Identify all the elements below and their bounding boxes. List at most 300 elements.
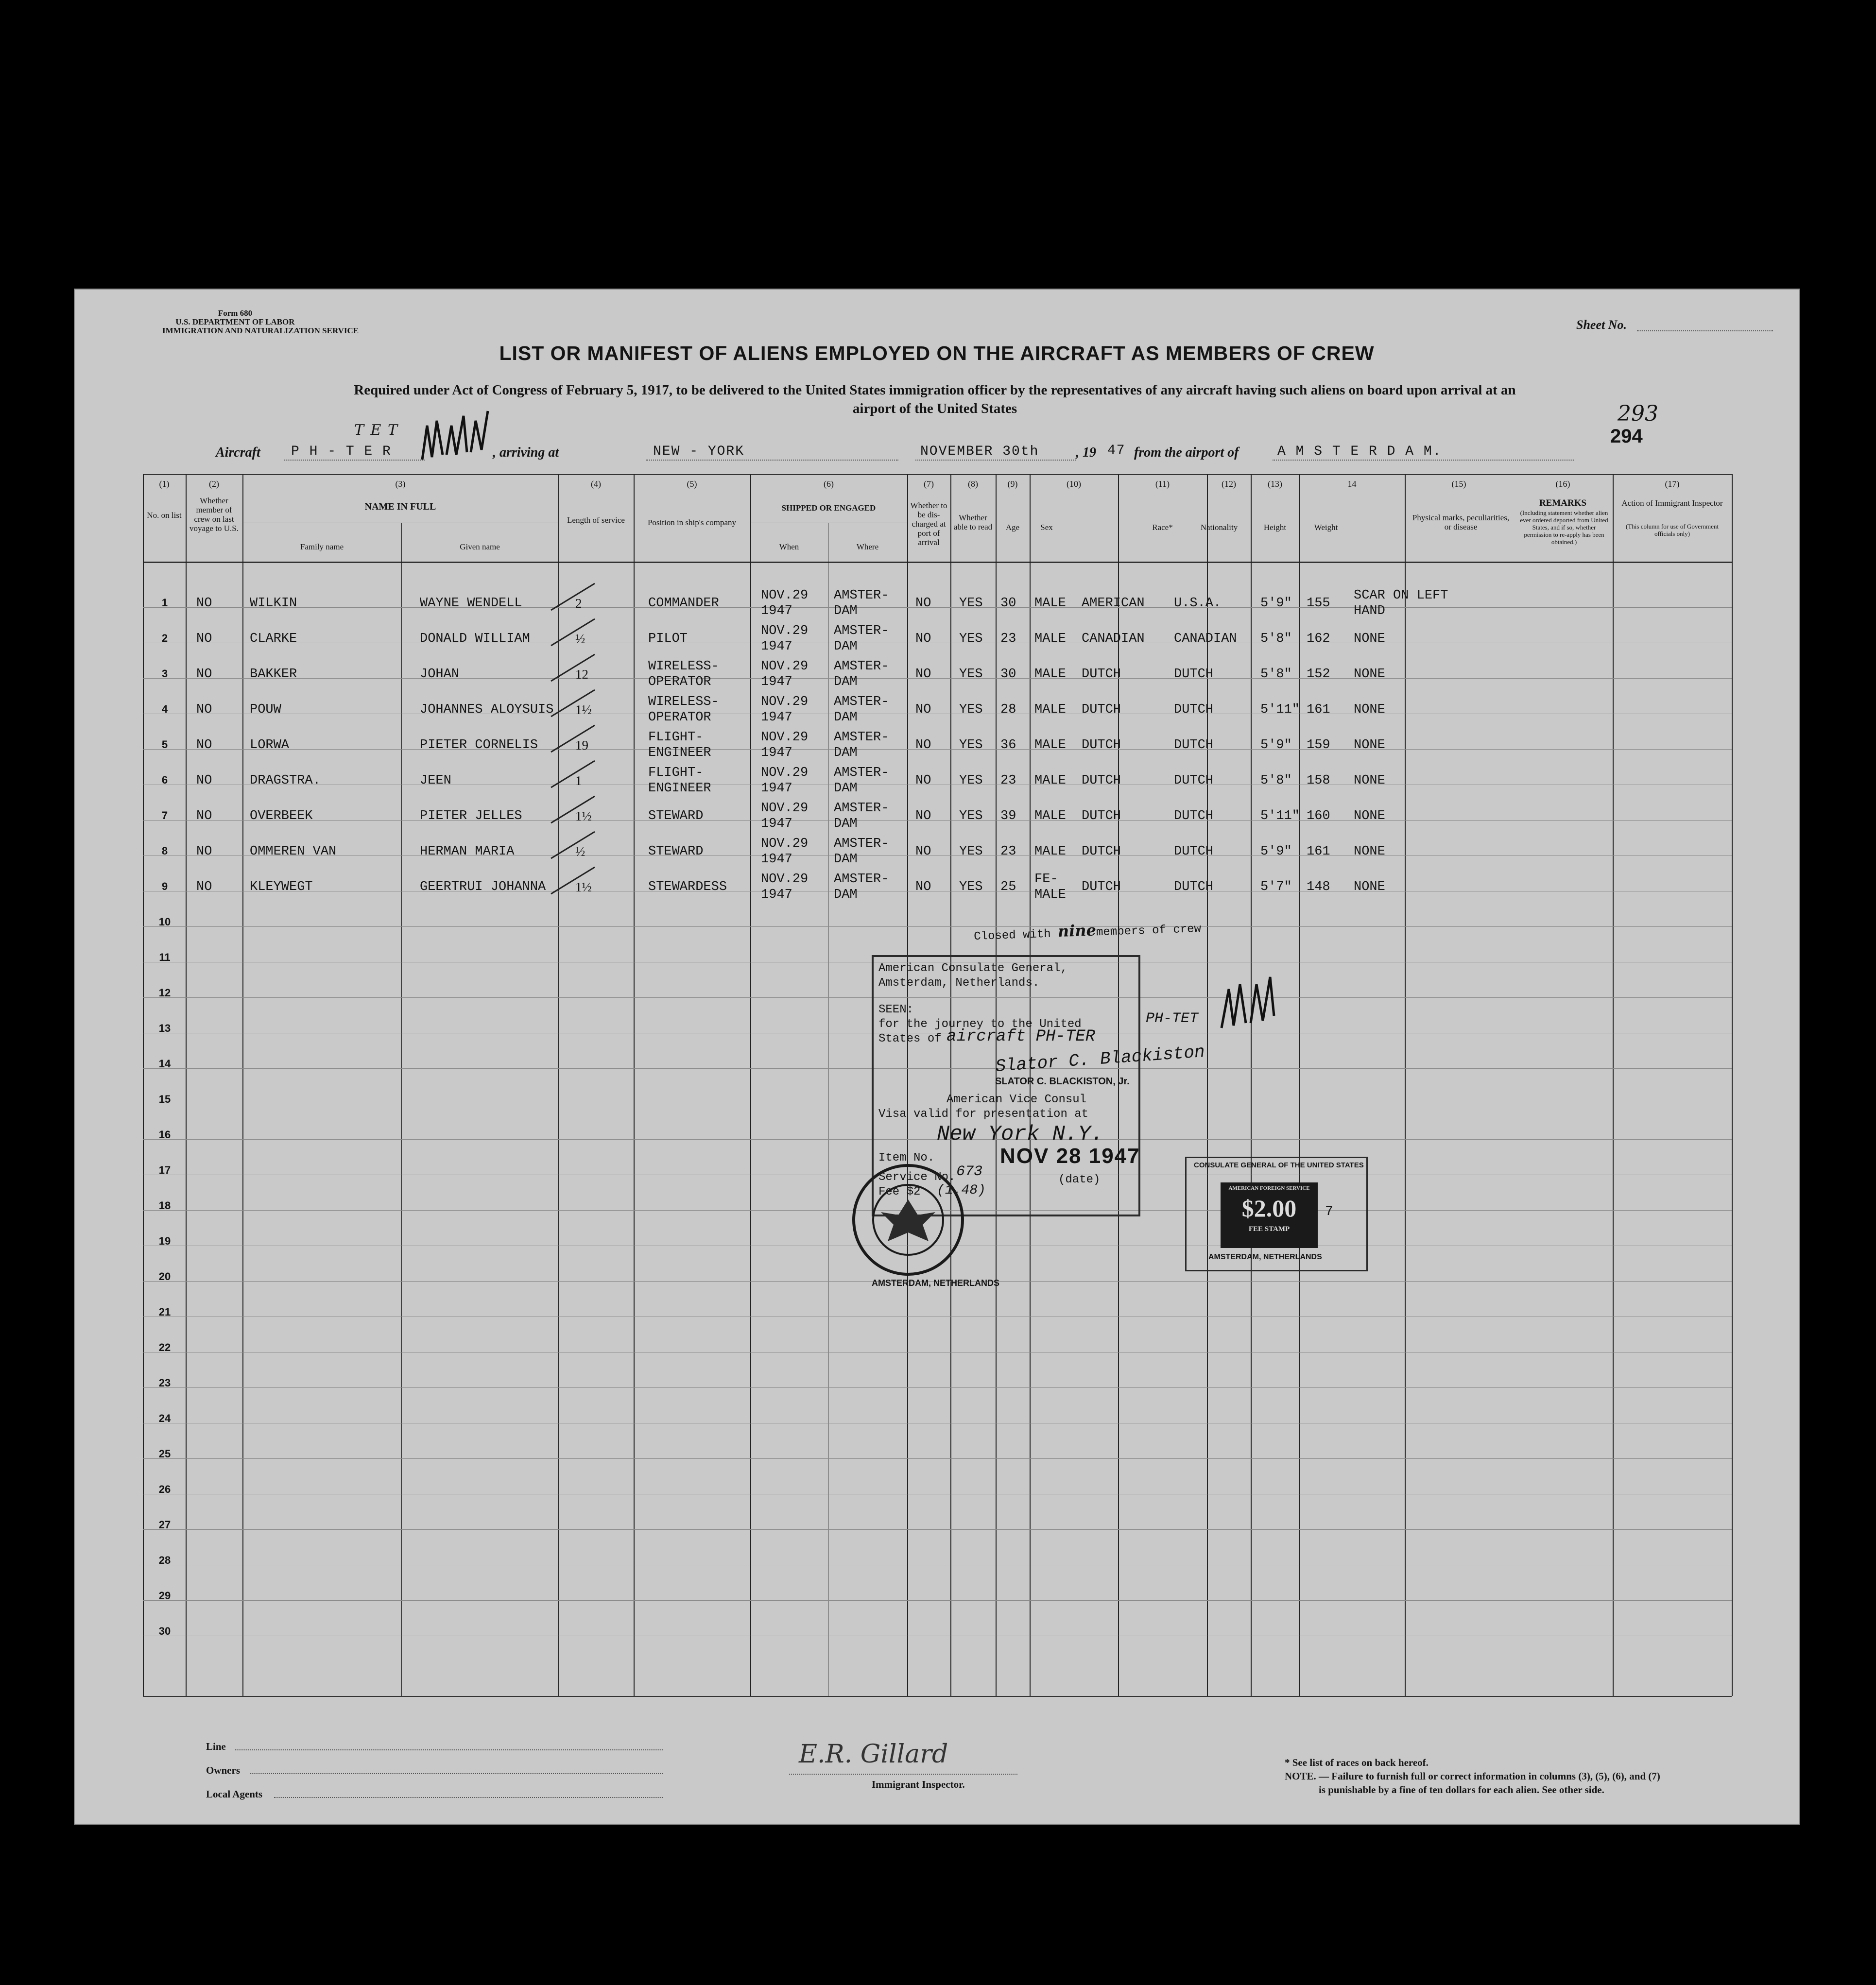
header-no-on-list: No. on list [147, 511, 182, 520]
crew-last-voyage: NO [196, 809, 212, 823]
crew-marks: NONE [1354, 632, 1385, 646]
header-action-inspector: Action of Immigrant Inspector [1621, 498, 1723, 508]
column-number: (5) [687, 479, 697, 489]
year-prefix: , 19 [1076, 445, 1096, 460]
column-number: (10) [1067, 479, 1081, 489]
crew-marks: NONE [1354, 880, 1385, 894]
row-number: 29 [158, 1590, 171, 1602]
crew-last-voyage: NO [196, 667, 212, 682]
service-number-label: Service No. [878, 1171, 956, 1184]
row-number: 15 [158, 1093, 171, 1105]
crew-service: 12 [575, 667, 588, 682]
crew-weight: 160 [1307, 809, 1330, 823]
row-number: 23 [158, 1377, 171, 1389]
column-number: (4) [591, 479, 601, 489]
crew-nationality: DUTCH [1174, 809, 1214, 823]
crew-where: AMSTER- DAM [834, 695, 889, 725]
crew-service: 1½ [575, 809, 592, 823]
crew-when: NOV.29 1947 [761, 624, 809, 654]
row-number: 4 [161, 703, 168, 715]
crew-age: 25 [1000, 880, 1016, 894]
crew-read: YES [959, 596, 983, 611]
column-divider [242, 474, 243, 1696]
header-able-to-read: Whether able to read [953, 513, 993, 531]
column-divider [1299, 474, 1300, 1696]
header-name-in-full: NAME IN FULL [364, 501, 436, 512]
arrival-date: NOVEMBER 30th [920, 444, 1039, 459]
header-height: Height [1263, 523, 1287, 532]
crew-age: 36 [1000, 738, 1016, 753]
crew-given: PIETER JELLES [420, 809, 522, 823]
manifest-title: LIST OR MANIFEST OF ALIENS EMPLOYED ON THE AIRCRAFT AS MEMBERS OF CREW [499, 342, 1375, 364]
crew-nationality: U.S.A. [1174, 596, 1222, 611]
crew-position: WIRELESS- OPERATOR [648, 659, 719, 689]
crew-when: NOV.29 1947 [761, 801, 809, 831]
column-number: (7) [924, 479, 934, 489]
crew-given: JOHAN [420, 667, 460, 682]
check-mark [551, 761, 595, 787]
crew-nationality: DUTCH [1174, 880, 1214, 894]
column-number: (8) [968, 479, 978, 489]
fee-stamp-caption: FEE STAMP [1248, 1225, 1290, 1233]
crew-nationality: DUTCH [1174, 844, 1214, 859]
column-divider [1732, 474, 1733, 1696]
crew-height: 5'9" [1260, 738, 1292, 753]
crew-position: COMMANDER [648, 596, 719, 611]
crew-discharged: NO [915, 809, 931, 823]
check-mark [551, 867, 595, 894]
crew-when: NOV.29 1947 [761, 872, 809, 902]
column-number: (2) [209, 479, 219, 489]
check-mark [551, 796, 595, 823]
table-bottom-border [143, 1696, 1732, 1697]
aircraft-label: Aircraft [216, 445, 260, 460]
row-number: 18 [158, 1199, 171, 1212]
service-number-handwritten: 673 [956, 1164, 983, 1180]
crew-discharged: NO [915, 632, 931, 646]
crew-position: FLIGHT- ENGINEER [648, 766, 711, 796]
crew-nationality: DUTCH [1174, 667, 1214, 682]
crew-family: CLARKE [250, 632, 297, 646]
header-action-note: (This column for use of Government officials only) [1626, 523, 1719, 537]
vice-consul-label: American Vice Consul [947, 1093, 1087, 1106]
crew-weight: 162 [1307, 632, 1330, 646]
crew-read: YES [959, 667, 983, 682]
aircraft-registration: P H - T E R [291, 444, 392, 459]
item-number-label: Item No. [878, 1151, 935, 1164]
crew-weight: 155 [1307, 596, 1330, 611]
crew-where: AMSTER- DAM [834, 837, 889, 867]
crew-height: 5'7" [1260, 880, 1292, 894]
visa-valid-label: Visa valid for presentation at [878, 1108, 1089, 1121]
inspector-signature: E.R. Gillard [799, 1740, 948, 1769]
crew-race: DUTCH [1082, 773, 1121, 788]
consulate-line1: American Consulate General, [878, 962, 1067, 975]
crew-race: CANADIAN [1082, 632, 1145, 646]
date-label: (date) [1058, 1173, 1101, 1186]
seal-text: AMSTERDAM, NETHERLANDS [872, 1278, 999, 1288]
row-number: 11 [159, 951, 171, 963]
departure-airport: A M S T E R D A M. [1277, 444, 1442, 459]
crew-family: OMMEREN VAN [250, 844, 337, 859]
header-when: When [779, 542, 799, 551]
fine-note-continued: is punishable by a fine of ten dollars for each alien. See other side. [1319, 1784, 1604, 1796]
row-number: 28 [158, 1554, 171, 1566]
header-where: Where [856, 542, 879, 551]
row-ruling [143, 607, 1732, 608]
crew-discharged: NO [915, 880, 931, 894]
crew-where: AMSTER- DAM [834, 730, 889, 760]
row-number: 27 [158, 1519, 171, 1531]
crew-age: 39 [1000, 809, 1016, 823]
fee-stamp [1185, 1157, 1368, 1271]
crew-last-voyage: NO [196, 844, 212, 859]
header-shipped: SHIPPED OR ENGAGED [781, 503, 876, 513]
crew-race: DUTCH [1082, 738, 1121, 753]
arriving-label: , arriving at [493, 445, 559, 460]
column-number: (12) [1222, 479, 1236, 489]
row-ruling [143, 820, 1732, 821]
check-mark [551, 619, 595, 646]
column-number: 14 [1347, 479, 1357, 489]
row-number: 14 [158, 1058, 171, 1070]
crew-given: JOHANNES ALOYSUIS [420, 702, 554, 717]
crew-discharged: NO [915, 667, 931, 682]
fee-label: Fee $2 [878, 1185, 921, 1198]
header-weight: Weight [1314, 523, 1338, 532]
crew-marks: SCAR ON LEFT HAND [1354, 588, 1448, 618]
row-ruling [143, 1458, 1732, 1459]
crew-discharged: NO [915, 738, 931, 753]
crew-read: YES [959, 844, 983, 859]
from-airport-label: from the airport of [1134, 445, 1239, 460]
header-race: Race* [1152, 523, 1173, 532]
crew-age: 30 [1000, 667, 1016, 682]
column-divider [1405, 474, 1406, 1696]
crew-service: ½ [575, 844, 585, 859]
crew-where: AMSTER- DAM [834, 659, 889, 689]
crew-age: 23 [1000, 773, 1016, 788]
row-number: 10 [158, 916, 171, 928]
crew-given: DONALD WILLIAM [420, 632, 530, 646]
crew-marks: NONE [1354, 844, 1385, 859]
column-divider [401, 523, 402, 1696]
crew-service: 1½ [575, 880, 592, 894]
fee-handwritten: (1.48) [937, 1183, 986, 1198]
column-divider [186, 474, 187, 1696]
crew-service: 1½ [575, 702, 592, 717]
local-agents-label: Local Agents [206, 1788, 263, 1800]
consul-signature: Slator C. Blackiston [995, 1042, 1205, 1077]
table-header-bottom-border [143, 562, 1732, 563]
crew-marks: NONE [1354, 773, 1385, 788]
crew-race: AMERICAN [1082, 596, 1145, 611]
row-number: 3 [161, 667, 168, 680]
row-ruling [143, 678, 1732, 679]
owners-field [250, 1773, 663, 1774]
column-number: (11) [1155, 479, 1170, 489]
inspector-label: Immigrant Inspector. [872, 1779, 965, 1790]
table-top-border [143, 474, 1732, 475]
crew-service: 19 [575, 738, 588, 753]
crew-age: 28 [1000, 702, 1016, 717]
crew-read: YES [959, 880, 983, 894]
crew-last-voyage: NO [196, 738, 212, 753]
crew-position: FLIGHT- ENGINEER [648, 730, 711, 760]
check-mark [551, 725, 595, 752]
crew-service: 1 [575, 773, 582, 788]
seen-label: SEEN: [878, 1003, 914, 1016]
header-remarks: REMARKS [1539, 498, 1587, 508]
row-number: 7 [161, 809, 168, 821]
arrival-year: 47 [1107, 443, 1126, 458]
crew-service: 2 [575, 596, 582, 611]
crew-read: YES [959, 632, 983, 646]
journey-text: for the journey to the United [878, 1018, 1082, 1031]
closing-statement: Closed with ninemembers of crew [973, 921, 1202, 944]
crew-read: YES [959, 738, 983, 753]
crew-family: POUW [250, 702, 281, 717]
crew-family: BAKKER [250, 667, 297, 682]
row-number: 25 [158, 1448, 171, 1460]
row-number: 6 [161, 774, 168, 786]
fee-stamp-side-number: 7 [1325, 1204, 1333, 1219]
crew-sex: MALE [1034, 773, 1066, 788]
crew-height: 5'8" [1260, 667, 1292, 682]
crew-age: 23 [1000, 632, 1016, 646]
line-label: Line [206, 1741, 226, 1752]
crew-when: NOV.29 1947 [761, 659, 809, 689]
consul-initials-mark [1217, 970, 1280, 1038]
sheet-number-label: Sheet No. [1576, 318, 1627, 332]
crew-last-voyage: NO [196, 773, 212, 788]
crew-where: AMSTER- DAM [834, 766, 889, 796]
races-note: * See list of races on back hereof. [1285, 1757, 1429, 1768]
consular-seal [850, 1162, 966, 1278]
row-ruling [143, 926, 1732, 927]
crew-where: AMSTER- DAM [834, 801, 889, 831]
row-number: 17 [158, 1164, 171, 1176]
row-number: 21 [158, 1306, 171, 1318]
crew-family: DRAGSTRA. [250, 773, 321, 788]
column-number: (17) [1665, 479, 1680, 489]
column-number: (3) [395, 479, 406, 489]
crew-age: 30 [1000, 596, 1016, 611]
crew-marks: NONE [1354, 738, 1385, 753]
header-family-name: Family name [300, 542, 344, 551]
manifest-subtitle: Required under Act of Congress of February 5, 1917, to be delivered to the United States immigration officer by the representatives of any aircraft having such aliens on board upon arrival at an airport of the United States [354, 382, 1516, 416]
row-number: 19 [158, 1235, 171, 1247]
header-position: Position in ship's company [647, 518, 737, 527]
crew-height: 5'8" [1260, 773, 1292, 788]
page-number-stamped: 294 [1610, 426, 1643, 447]
crew-sex: MALE [1034, 738, 1066, 753]
crew-height: 5'9" [1260, 844, 1292, 859]
crew-sex: MALE [1034, 596, 1066, 611]
local-agents-field [274, 1797, 663, 1798]
row-number: 8 [161, 845, 168, 857]
fee-stamp-bottom: AMSTERDAM, NETHERLANDS [1208, 1253, 1322, 1261]
header-nationality: Nationality [1200, 523, 1238, 532]
row-ruling [143, 1529, 1732, 1530]
column-number: (16) [1555, 479, 1570, 489]
crew-nationality: CANADIAN [1174, 632, 1237, 646]
row-number: 24 [158, 1412, 171, 1424]
crew-position: PILOT [648, 632, 688, 646]
crew-height: 5'8" [1260, 632, 1292, 646]
crew-where: AMSTER- DAM [834, 624, 889, 654]
inspector-signature-line [789, 1774, 1017, 1775]
page-number-handwritten: 293 [1618, 401, 1658, 426]
column-divider [1207, 474, 1208, 1696]
row-number: 13 [158, 1022, 171, 1034]
crew-where: AMSTER- DAM [834, 588, 889, 618]
states-of-label: States of [878, 1032, 942, 1045]
header-age: Age [1005, 523, 1020, 532]
owners-label: Owners [206, 1764, 240, 1776]
crew-discharged: NO [915, 844, 931, 859]
aircraft-registration-correction: T E T [354, 422, 398, 439]
row-number: 2 [161, 632, 168, 644]
check-mark [551, 583, 595, 610]
crew-race: DUTCH [1082, 880, 1121, 894]
crew-weight: 161 [1307, 844, 1330, 859]
column-number: (15) [1451, 479, 1466, 489]
check-mark [551, 654, 595, 681]
crew-sex: MALE [1034, 809, 1066, 823]
crew-marks: NONE [1354, 809, 1385, 823]
row-number: 16 [158, 1129, 171, 1141]
column-number: (6) [824, 479, 834, 489]
row-ruling [143, 1387, 1732, 1388]
crew-weight: 161 [1307, 702, 1330, 717]
consul-name: SLATOR C. BLACKISTON, Jr. [995, 1076, 1130, 1087]
crew-service: ½ [575, 632, 585, 646]
crew-marks: NONE [1354, 702, 1385, 717]
crew-discharged: NO [915, 773, 931, 788]
column-number: (1) [159, 479, 170, 489]
crew-height: 5'11" [1260, 809, 1300, 823]
crew-when: NOV.29 1947 [761, 695, 809, 725]
arrival-city: NEW - YORK [653, 444, 745, 459]
crew-given: GEERTRUI JOHANNA [420, 880, 546, 894]
crew-last-voyage: NO [196, 632, 212, 646]
manifest-sheet [74, 289, 1800, 1825]
column-divider [1251, 474, 1252, 1696]
row-number: 20 [158, 1270, 171, 1283]
row-ruling [143, 1600, 1732, 1601]
row-number: 9 [161, 880, 168, 892]
crew-sex: MALE [1034, 632, 1066, 646]
aircraft-correction: PH-TET [1146, 1010, 1199, 1027]
consulate-line2: Amsterdam, Netherlands. [878, 976, 1040, 990]
crew-given: JEEN [420, 773, 451, 788]
crew-age: 23 [1000, 844, 1016, 859]
column-number: (9) [1007, 479, 1018, 489]
crew-weight: 158 [1307, 773, 1330, 788]
header-sex: Sex [1040, 523, 1053, 532]
crew-sex: MALE [1034, 844, 1066, 859]
column-number: (13) [1268, 479, 1282, 489]
crew-family: WILKIN [250, 596, 297, 611]
crew-race: DUTCH [1082, 667, 1121, 682]
crew-family: KLEYWEGT [250, 880, 313, 894]
check-mark [551, 690, 595, 717]
crew-nationality: DUTCH [1174, 702, 1214, 717]
row-number: 12 [158, 987, 171, 999]
crew-family: OVERBEEK [250, 809, 313, 823]
crew-sex: MALE [1034, 667, 1066, 682]
column-divider [1613, 474, 1614, 1696]
crew-last-voyage: NO [196, 702, 212, 717]
column-divider [750, 474, 751, 1696]
header-last-voyage: Whether member of crew on last voyage to U.S. [189, 496, 239, 533]
crew-read: YES [959, 773, 983, 788]
header-remarks-note: (Including statement whether alien ever ordered deported from United States, and if so, whether permission to re-apply has been obtained.) [1520, 509, 1608, 546]
crew-sex: FE- MALE [1034, 872, 1066, 902]
crew-nationality: DUTCH [1174, 773, 1214, 788]
crew-when: NOV.29 1947 [761, 730, 809, 760]
crew-race: DUTCH [1082, 809, 1121, 823]
fee-stamp-top: CONSULATE GENERAL OF THE UNITED STATES [1194, 1161, 1364, 1169]
row-number: 30 [158, 1625, 171, 1637]
crew-position: STEWARD [648, 844, 704, 859]
form-number: Form 680 U.S. DEPARTMENT OF LABOR IMMIGRATION AND NATURALIZATION SERVICE [162, 308, 359, 335]
header-length-of-service: Length of service [567, 515, 625, 525]
date-stamp: NOV 28 1947 [1000, 1144, 1140, 1168]
crew-weight: 148 [1307, 880, 1330, 894]
crew-position: WIRELESS- OPERATOR [648, 695, 719, 725]
header-discharged: Whether to be dis-charged at port of arrival [910, 501, 947, 547]
row-number: 22 [158, 1341, 171, 1353]
crew-where: AMSTER- DAM [834, 872, 889, 902]
crew-family: LORWA [250, 738, 290, 753]
crew-discharged: NO [915, 596, 931, 611]
crew-when: NOV.29 1947 [761, 837, 809, 867]
crew-read: YES [959, 809, 983, 823]
fee-stamp-label [1221, 1182, 1318, 1248]
crew-height: 5'9" [1260, 596, 1292, 611]
crew-race: DUTCH [1082, 702, 1121, 717]
crew-position: STEWARD [648, 809, 704, 823]
crew-given: PIETER CORNELIS [420, 738, 538, 753]
crew-height: 5'11" [1260, 702, 1300, 717]
crew-discharged: NO [915, 702, 931, 717]
crew-weight: 159 [1307, 738, 1330, 753]
crew-position: STEWARDESS [648, 880, 727, 894]
aircraft-handwritten: aircraft PH-TER [947, 1027, 1096, 1046]
destination-handwritten: New York N.Y. [937, 1122, 1104, 1147]
crew-given: HERMAN MARIA [420, 844, 515, 859]
crew-read: YES [959, 702, 983, 717]
row-number: 1 [161, 597, 168, 609]
crew-marks: NONE [1354, 667, 1385, 682]
header-given-name: Given name [460, 542, 500, 551]
fee-stamp-amount: $2.00 [1241, 1195, 1297, 1222]
service-check-marks [541, 581, 638, 921]
header-physical-marks: Physical marks, peculiarities, or disease [1412, 513, 1510, 531]
crew-sex: MALE [1034, 702, 1066, 717]
fee-stamp-band: AMERICAN FOREIGN SERVICE [1228, 1185, 1310, 1191]
crew-race: DUTCH [1082, 844, 1121, 859]
row-number: 26 [158, 1483, 171, 1495]
crew-when: NOV.29 1947 [761, 588, 809, 618]
row-number: 5 [161, 738, 168, 751]
check-mark [551, 832, 595, 858]
crew-when: NOV.29 1947 [761, 766, 809, 796]
crew-last-voyage: NO [196, 596, 212, 611]
crew-weight: 152 [1307, 667, 1330, 682]
